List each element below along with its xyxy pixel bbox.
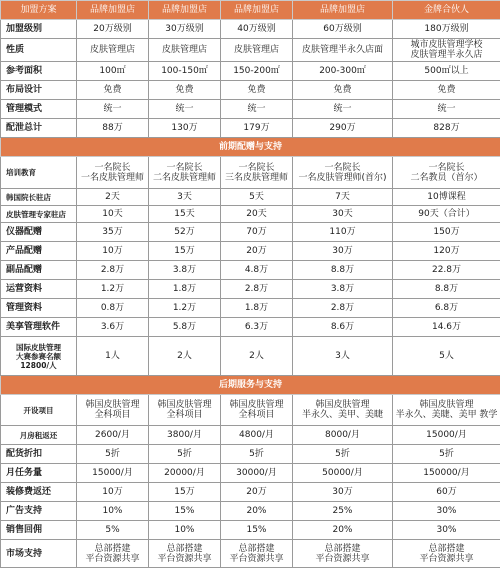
- table-cell: 统一: [149, 100, 221, 119]
- table-cell: 10%: [77, 502, 149, 521]
- table-row: [1, 299, 500, 318]
- row-label: 皮肤管理专家驻店: [1, 206, 77, 223]
- table-row: [1, 395, 500, 426]
- table-cell: 3.8万: [293, 280, 393, 299]
- row-label: 布局设计: [1, 81, 77, 100]
- table-cell: 1.8万: [221, 299, 293, 318]
- table-cell: 2人: [149, 337, 221, 376]
- table-cell: 150000/月: [393, 464, 500, 483]
- row-label: 加盟级别: [1, 20, 77, 39]
- table-row: [1, 189, 500, 206]
- row-label: 月任务量: [1, 464, 77, 483]
- table-row: [1, 261, 500, 280]
- table-cell: 5天: [221, 189, 293, 206]
- table-cell: 88万: [77, 119, 149, 138]
- table-cell: 5折: [77, 445, 149, 464]
- table-cell: 100-150㎡: [149, 62, 221, 81]
- row-label: 参考面积: [1, 62, 77, 81]
- table-cell: 8.8万: [293, 261, 393, 280]
- table-cell: 100㎡: [77, 62, 149, 81]
- table-cell: 2人: [221, 337, 293, 376]
- table-row: [1, 223, 500, 242]
- table-cell: 15万: [149, 242, 221, 261]
- header-cell-tier4: 品牌加盟店: [293, 1, 393, 20]
- table-cell: 5人: [393, 337, 500, 376]
- section-row-post: [1, 376, 500, 395]
- table-cell: 皮肤管理店: [149, 39, 221, 62]
- table-cell: 15万: [149, 483, 221, 502]
- table-cell: 200-300㎡: [293, 62, 393, 81]
- table-cell: 总部搭建 平台资源共享: [77, 540, 149, 568]
- table-cell: 统一: [293, 100, 393, 119]
- table-cell: 一名院长 三名皮肤管理师: [221, 157, 293, 189]
- table-cell: 120万: [393, 242, 500, 261]
- table-cell: 15%: [149, 502, 221, 521]
- table-cell: 15000/月: [393, 426, 500, 445]
- table-cell: 90天（合计）: [393, 206, 500, 223]
- table-row: [1, 540, 500, 568]
- table-cell: 10天: [77, 206, 149, 223]
- table-row: [1, 521, 500, 540]
- table-cell: 一名院长 一名皮肤管理师: [77, 157, 149, 189]
- table-cell: 总部搭建 平台资源共享: [149, 540, 221, 568]
- table-cell: 8.8万: [393, 280, 500, 299]
- table-row: [1, 81, 500, 100]
- table-cell: 25%: [293, 502, 393, 521]
- table-cell: 10万: [77, 242, 149, 261]
- table-row: [1, 119, 500, 138]
- table-cell: 统一: [221, 100, 293, 119]
- table-cell: 10万: [77, 483, 149, 502]
- table-row: [1, 20, 500, 39]
- table-cell: 10博课程: [393, 189, 500, 206]
- table-cell: 1.2万: [77, 280, 149, 299]
- row-label: 产品配赠: [1, 242, 77, 261]
- table-cell: 5折: [393, 445, 500, 464]
- row-label: 开设项目: [1, 395, 77, 426]
- table-cell: 2.8万: [293, 299, 393, 318]
- table-cell: 30%: [393, 502, 500, 521]
- table-cell: 130万: [149, 119, 221, 138]
- table-cell: 30万: [293, 242, 393, 261]
- table-cell: 一名院长 一名皮肤管理师(首尔): [293, 157, 393, 189]
- table-cell: 5.8万: [149, 318, 221, 337]
- table-cell: 3800/月: [149, 426, 221, 445]
- row-label: 国际皮肤管理 大赛参赛名额 12800/人: [1, 337, 77, 376]
- row-label: 韩国院长驻店: [1, 189, 77, 206]
- table-cell: 总部搭建 平台资源共享: [393, 540, 500, 568]
- table-cell: 5%: [77, 521, 149, 540]
- table-cell: 皮肤管理店: [221, 39, 293, 62]
- section-title-pre: 前期配赠与支持: [1, 138, 500, 157]
- table-cell: 免费: [149, 81, 221, 100]
- table-cell: 3天: [149, 189, 221, 206]
- table-cell: 40万级别: [221, 20, 293, 39]
- table-cell: 免费: [77, 81, 149, 100]
- table-cell: 179万: [221, 119, 293, 138]
- table-cell: 统一: [393, 100, 500, 119]
- table-cell: 290万: [293, 119, 393, 138]
- table-cell: 3.6万: [77, 318, 149, 337]
- table-cell: 2600/月: [77, 426, 149, 445]
- table-cell: 30万: [293, 483, 393, 502]
- table-cell: 150-200㎡: [221, 62, 293, 81]
- table-cell: 22.8万: [393, 261, 500, 280]
- table-cell: 30%: [393, 521, 500, 540]
- table-cell: 20万: [221, 242, 293, 261]
- table-cell: 2天: [77, 189, 149, 206]
- table-row: [1, 464, 500, 483]
- table-row: [1, 280, 500, 299]
- row-label: 美享管理软件: [1, 318, 77, 337]
- table-row: [1, 318, 500, 337]
- row-label: 装修费返还: [1, 483, 77, 502]
- table-cell: 20万: [221, 483, 293, 502]
- table-cell: 韩国皮肤管理 全科项目: [221, 395, 293, 426]
- row-label: 仪器配赠: [1, 223, 77, 242]
- table-cell: 20%: [293, 521, 393, 540]
- table-cell: 180万级别: [393, 20, 500, 39]
- table-cell: 6.8万: [393, 299, 500, 318]
- row-label: 性质: [1, 39, 77, 62]
- table-cell: 828万: [393, 119, 500, 138]
- table-row: [1, 502, 500, 521]
- table-cell: 8.6万: [293, 318, 393, 337]
- table-cell: 20天: [221, 206, 293, 223]
- row-label: 月房租返还: [1, 426, 77, 445]
- header-row: [1, 1, 500, 20]
- table-row: [1, 206, 500, 223]
- row-label: 运营资料: [1, 280, 77, 299]
- table-cell: 1.8万: [149, 280, 221, 299]
- table-row: [1, 157, 500, 189]
- table-cell: 统一: [77, 100, 149, 119]
- table-cell: 总部搭建 平台资源共享: [221, 540, 293, 568]
- table-cell: 5折: [221, 445, 293, 464]
- row-label: 广告支持: [1, 502, 77, 521]
- table-cell: 皮肤管理店: [77, 39, 149, 62]
- table-cell: 3人: [293, 337, 393, 376]
- table-row: [1, 445, 500, 464]
- table-cell: 52万: [149, 223, 221, 242]
- table-cell: 2.8万: [77, 261, 149, 280]
- table-cell: 500㎡以上: [393, 62, 500, 81]
- row-label: 培训教育: [1, 157, 77, 189]
- table-cell: 免费: [221, 81, 293, 100]
- table-cell: 30天: [293, 206, 393, 223]
- table-cell: 皮肤管理半永久店面: [293, 39, 393, 62]
- table-cell: 20000/月: [149, 464, 221, 483]
- table-cell: 8000/月: [293, 426, 393, 445]
- table-cell: 免费: [393, 81, 500, 100]
- table-cell: 70万: [221, 223, 293, 242]
- table-cell: 15天: [149, 206, 221, 223]
- table-cell: 20%: [221, 502, 293, 521]
- table-cell: 150万: [393, 223, 500, 242]
- table-cell: 14.6万: [393, 318, 500, 337]
- table-row: [1, 100, 500, 119]
- table-cell: 韩国皮肤管理 半永久、美睫、美甲 教学: [393, 395, 500, 426]
- table-cell: 35万: [77, 223, 149, 242]
- section-row-pre: [1, 138, 500, 157]
- row-label: 管理资料: [1, 299, 77, 318]
- table-cell: 50000/月: [293, 464, 393, 483]
- section-title-post: 后期服务与支持: [1, 376, 500, 395]
- row-label: 副品配赠: [1, 261, 77, 280]
- row-label: 市场支持: [1, 540, 77, 568]
- table-cell: 3.8万: [149, 261, 221, 280]
- header-cell-tier5: 金牌合伙人: [393, 1, 500, 20]
- table-cell: 15000/月: [77, 464, 149, 483]
- table-cell: 韩国皮肤管理 全科项目: [149, 395, 221, 426]
- table-cell: 韩国皮肤管理 全科项目: [77, 395, 149, 426]
- table-row: [1, 483, 500, 502]
- table-cell: 一名院长 二名皮肤管理师: [149, 157, 221, 189]
- table-cell: 5折: [293, 445, 393, 464]
- table-cell: 免费: [293, 81, 393, 100]
- row-label: 管理模式: [1, 100, 77, 119]
- table-cell: 30000/月: [221, 464, 293, 483]
- table-cell: 一名院长 二名教员（首尔）: [393, 157, 500, 189]
- table-cell: 韩国皮肤管理 半永久、美甲、美睫: [293, 395, 393, 426]
- table-cell: 30万级别: [149, 20, 221, 39]
- table-cell: 4.8万: [221, 261, 293, 280]
- table-cell: 5折: [149, 445, 221, 464]
- table-cell: 60万: [393, 483, 500, 502]
- table-cell: 1人: [77, 337, 149, 376]
- table-cell: 0.8万: [77, 299, 149, 318]
- table-cell: 总部搭建 平台资源共享: [293, 540, 393, 568]
- table-row: [1, 426, 500, 445]
- row-label: 配货折扣: [1, 445, 77, 464]
- table-cell: 7天: [293, 189, 393, 206]
- pre-section: [1, 157, 500, 376]
- table-cell: 20万级别: [77, 20, 149, 39]
- table-row: [1, 39, 500, 62]
- table-cell: 2.8万: [221, 280, 293, 299]
- table-row: [1, 337, 500, 376]
- basic-section: [1, 20, 500, 138]
- header-cell-plan: 加盟方案: [1, 1, 77, 20]
- table-cell: 4800/月: [221, 426, 293, 445]
- table-row: [1, 62, 500, 81]
- row-label: 销售回佣: [1, 521, 77, 540]
- post-section: [1, 395, 500, 568]
- table-row: [1, 242, 500, 261]
- header-cell-tier3: 品牌加盟店: [221, 1, 293, 20]
- table-cell: 110万: [293, 223, 393, 242]
- table-cell: 60万级别: [293, 20, 393, 39]
- row-label: 配泄总计: [1, 119, 77, 138]
- table-cell: 15%: [221, 521, 293, 540]
- table-cell: 1.2万: [149, 299, 221, 318]
- header-cell-tier2: 品牌加盟店: [149, 1, 221, 20]
- header-cell-tier1: 品牌加盟店: [77, 1, 149, 20]
- table-cell: 10%: [149, 521, 221, 540]
- table-cell: 6.3万: [221, 318, 293, 337]
- table-cell: 城市皮肤管理学校 皮肤管理半永久店: [393, 39, 500, 62]
